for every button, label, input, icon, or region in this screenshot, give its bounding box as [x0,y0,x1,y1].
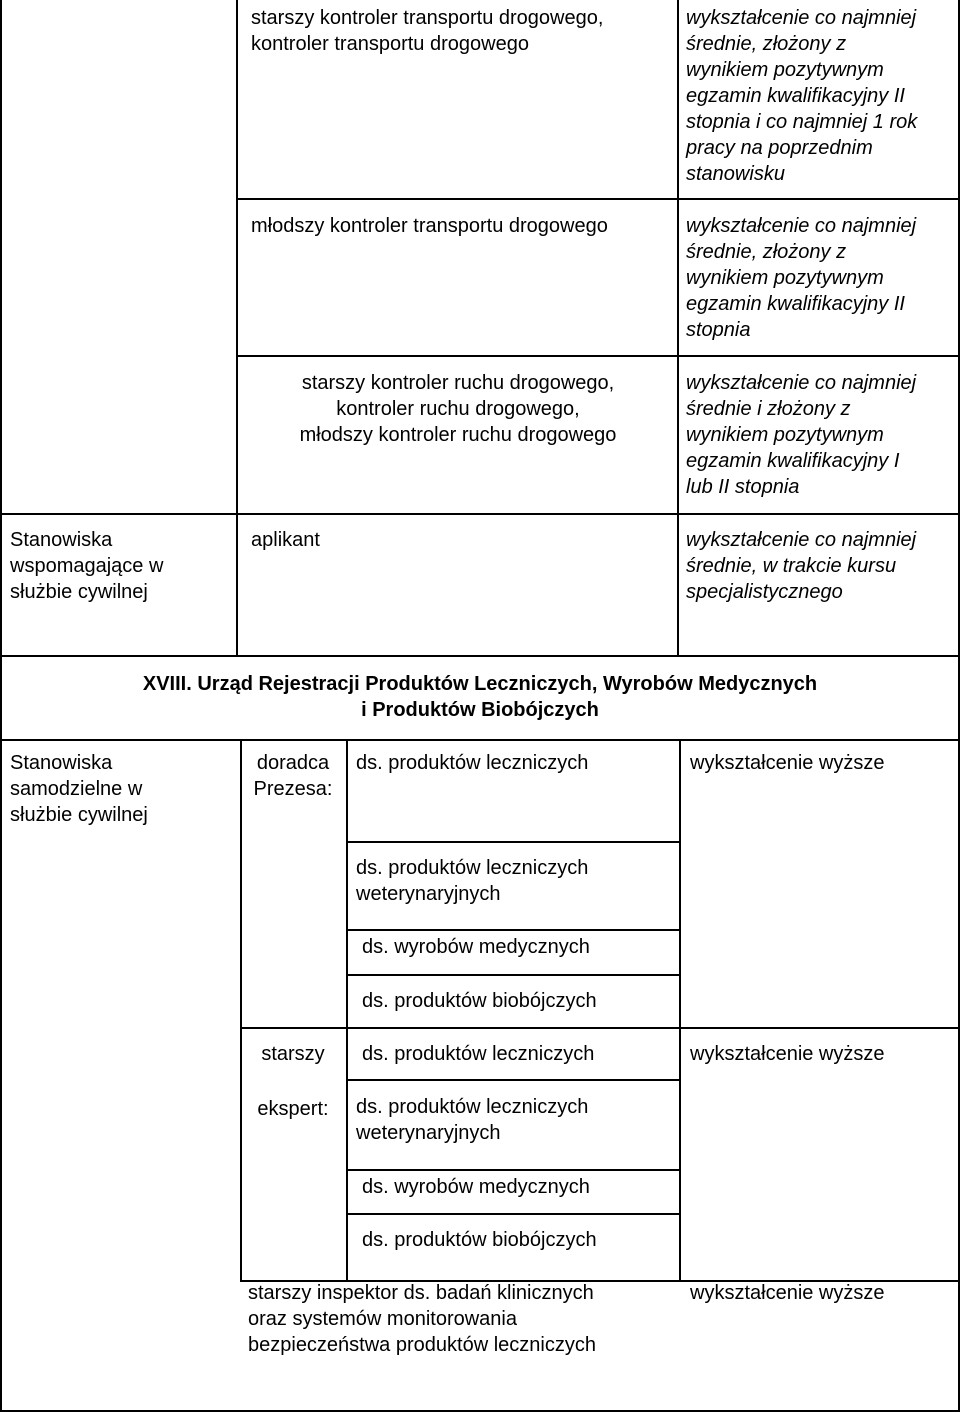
row-divider [236,198,960,200]
specialty: ds. produktów biobójczych [362,1229,597,1251]
position-name: młodszy kontroler transportu drogowego [251,215,608,237]
specialty: ds. produktów biobójczych [362,990,597,1012]
column-divider [679,739,681,1281]
row-divider [346,1169,680,1171]
position-name: starszy kontroler transportu drogowego, kontroler transportu drogowego [251,7,604,55]
specialty: ds. produktów leczniczych [356,752,589,774]
position-name: starszy kontroler ruchu drogowego, kontroler ruchu drogowego, młodszy kontroler ruchu drogowego [299,372,617,446]
column-divider [236,0,238,656]
row-divider [236,355,960,357]
row-divider [0,655,960,657]
specialty: ds. wyrobów medycznych [362,936,590,958]
specialty: ds. produktów leczniczych weterynaryjnych [356,857,589,905]
category-label: Stanowiska samodzielne w służbie cywilnej [10,752,148,826]
column-divider [346,739,348,1281]
row-divider [346,841,680,843]
column-divider [240,739,242,1281]
group-title: doradca Prezesa: [253,752,333,800]
section-divider [0,739,960,741]
requirement-text: wykształcenie wyższe [690,752,885,774]
row-divider [240,1027,960,1029]
specialty: ds. produktów leczniczych [362,1043,595,1065]
row-divider [346,1213,680,1215]
specialty: ds. wyrobów medycznych [362,1176,590,1198]
requirement-text: wykształcenie wyższe [690,1282,885,1304]
specialty: ds. produktów leczniczych weterynaryjnych [356,1096,589,1144]
row-divider [346,1079,680,1081]
position-name: aplikant [251,529,320,551]
row-divider [0,513,960,515]
section-title: XVIII. Urząd Rejestracji Produktów Leczniczych, Wyrobów Medycznych i Produktów Biobójczych [142,673,818,721]
group-title: starszy [261,1043,325,1065]
position-name: starszy inspektor ds. badań klinicznych oraz systemów monitorowania bezpieczeństwa produktów leczniczych [248,1282,596,1356]
requirement-text: wykształcenie co najmniej średnie, złożony z wynikiem pozytywnym egzamin kwalifikacyjny II stopnia i co najmniej 1 rok pracy na poprzednim stanowisku [686,7,918,185]
group-title: ekspert: [257,1098,329,1120]
category-label: Stanowiska wspomagające w służbie cywilnej [10,529,164,603]
row-divider [346,929,680,931]
column-divider [677,0,679,656]
requirement-text: wykształcenie co najmniej średnie, w trakcie kursu specjalistycznego [686,529,917,603]
row-divider [346,974,680,976]
requirement-text: wykształcenie co najmniej średnie, złożony z wynikiem pozytywnym egzamin kwalifikacyjny II stopnia [686,215,917,341]
requirement-text: wykształcenie co najmniej średnie i złożony z wynikiem pozytywnym egzamin kwalifikacyjny I lub II stopnia [686,372,917,498]
requirement-text: wykształcenie wyższe [690,1043,885,1065]
